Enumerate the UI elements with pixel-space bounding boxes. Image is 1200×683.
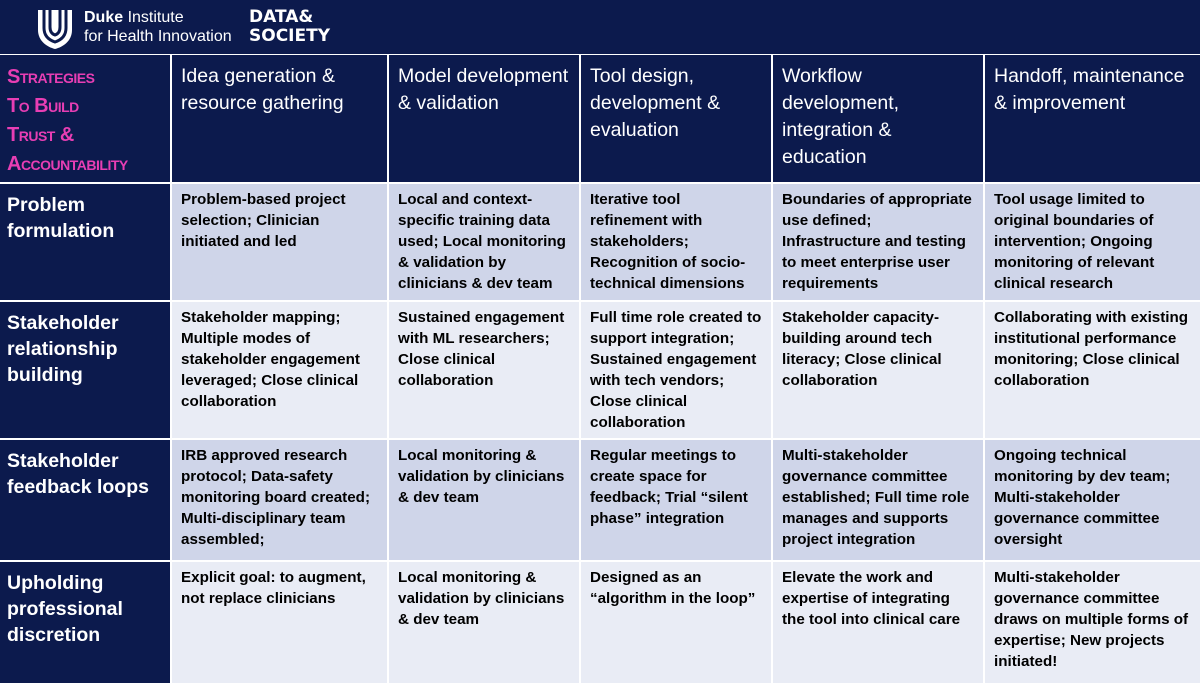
data-society-line2: SOCIETY: [249, 26, 331, 46]
table-cell: Explicit goal: to augment, not replace clinicians: [172, 562, 387, 683]
row-header: Stakeholder relationship building: [0, 302, 170, 438]
table-cell: Local and context-specific training data used; Local monitoring & validation by clinicians & dev team: [389, 184, 579, 300]
table-cell: Multi-stakeholder governance committee draws on multiple forms of expertise; New projects initiated!: [985, 562, 1200, 683]
data-society-logo: [249, 8, 330, 46]
table-cell: Tool usage limited to original boundaries of intervention; Ongoing monitoring of relevant clinical research: [985, 184, 1200, 300]
header-bar: [0, 0, 1200, 54]
table-cell: Regular meetings to create space for feedback; Trial “silent phase” integration: [581, 440, 771, 560]
table-cell: Ongoing technical monitoring by dev team; Multi-stakeholder governance committee oversight: [985, 440, 1200, 560]
column-header: Workflow development, integration & education: [773, 55, 983, 182]
data-society-line1: DATA&: [249, 7, 314, 27]
row-header: Problem formulation: [0, 184, 170, 300]
table-cell: Stakeholder mapping; Multiple modes of stakeholder engagement leveraged; Close clinical collaboration: [172, 302, 387, 438]
table-cell: Local monitoring & validation by clinicians & dev team: [389, 562, 579, 683]
row-header: Stakeholder feedback loops: [0, 440, 170, 560]
table-cell: Designed as an “algorithm in the loop”: [581, 562, 771, 683]
table-corner-title: [0, 55, 170, 182]
table-cell: Full time role created to support integration; Sustained engagement with tech vendors; Close clinical collaboration: [581, 302, 771, 438]
corner-line: Accountability: [7, 153, 128, 175]
duke-subtitle: for Health Innovation: [84, 28, 232, 45]
column-header: Tool design, development & evaluation: [581, 55, 771, 182]
corner-line: Strategies: [7, 66, 95, 88]
table-cell: Elevate the work and expertise of integrating the tool into clinical care: [773, 562, 983, 683]
table-cell: IRB approved research protocol; Data-safety monitoring board created; Multi-disciplinary team assembled;: [172, 440, 387, 560]
table-cell: Iterative tool refinement with stakeholders; Recognition of socio-technical dimensions: [581, 184, 771, 300]
table-cell: Local monitoring & validation by clinicians & dev team: [389, 440, 579, 560]
table-cell: Sustained engagement with ML researchers; Close clinical collaboration: [389, 302, 579, 438]
column-header: Idea generation & resource gathering: [172, 55, 387, 182]
table-cell: Problem-based project selection; Clinician initiated and led: [172, 184, 387, 300]
table-cell: Multi-stakeholder governance committee established; Full time role manages and supports project integration: [773, 440, 983, 560]
corner-line: Trust &: [7, 124, 74, 146]
corner-line: To Build: [7, 95, 79, 117]
institute-word: Institute: [123, 9, 184, 26]
column-header: Handoff, maintenance & improvement: [985, 55, 1200, 182]
duke-word: Duke: [84, 9, 124, 26]
table-cell: Stakeholder capacity-building around tech literacy; Close clinical collaboration: [773, 302, 983, 438]
table-cell: Collaborating with existing institutional performance monitoring; Close clinical collaboration: [985, 302, 1200, 438]
strategies-table: [0, 55, 1200, 675]
table-cell: Boundaries of appropriate use defined; Infrastructure and testing to meet enterprise user requirements: [773, 184, 983, 300]
column-header: Model development & validation: [389, 55, 579, 182]
row-header: Upholding professional discretion: [0, 562, 170, 683]
duke-shield-logo-icon: [36, 8, 74, 50]
duke-institute-logo: [84, 8, 232, 46]
